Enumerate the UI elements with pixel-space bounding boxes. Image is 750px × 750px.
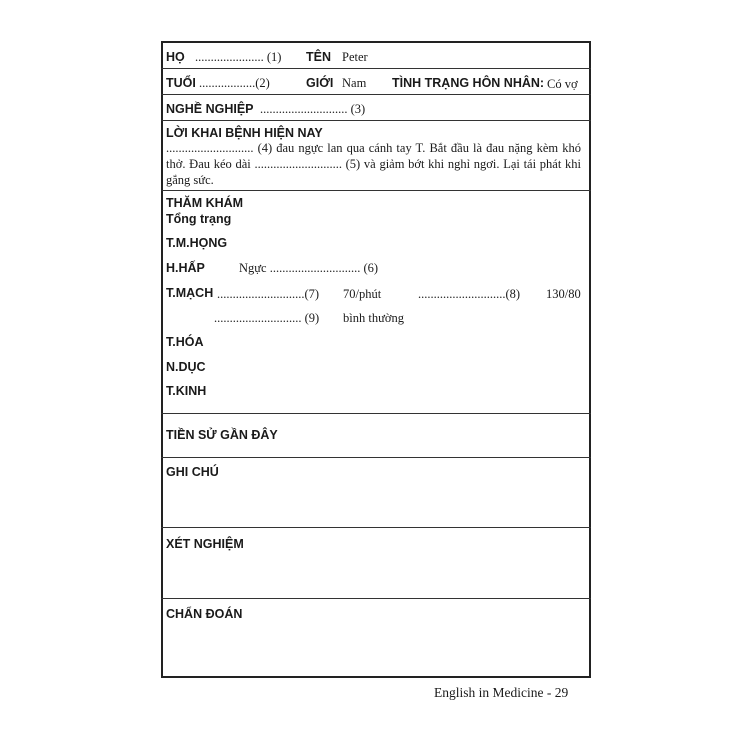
divider bbox=[161, 457, 591, 458]
divider bbox=[161, 120, 591, 121]
loikhai-label: LỜI KHAI BỆNH HIỆN NAY bbox=[166, 126, 323, 140]
page-footer: English in Medicine - 29 bbox=[434, 685, 569, 700]
divider bbox=[161, 527, 591, 528]
ghichu-label: GHI CHÚ bbox=[166, 465, 219, 479]
tmach-value-7: 70/phút bbox=[343, 287, 382, 301]
gioi-value: Nam bbox=[342, 76, 367, 90]
tkinh-label: T.KINH bbox=[166, 384, 207, 398]
ho-label: HỌ bbox=[166, 50, 185, 64]
gioi-label: GIỚI bbox=[306, 76, 334, 90]
thamkham-label: THĂM KHÁM bbox=[166, 196, 244, 210]
divider bbox=[161, 94, 591, 95]
honnhan-label: TÌNH TRẠNG HÔN NHÂN: bbox=[392, 76, 545, 90]
loikhai-text: ............................ (4) đau ngực lan qua cánh tay T. Bắt đầu là đau nặng kèm khó thở. Đau kéo dài ............................ (5) và giảm bớt khi nghỉ ngơi. Lại tái phát khi gắng sức. bbox=[166, 141, 581, 187]
value-9: bình thường bbox=[343, 311, 404, 325]
chandoan-label: CHẨN ĐOÁN bbox=[166, 607, 243, 621]
nduc-label: N.DỤC bbox=[166, 360, 206, 374]
tuoi-label: TUỔI bbox=[166, 76, 196, 90]
divider bbox=[161, 413, 591, 414]
divider bbox=[161, 598, 591, 599]
tuoi-blank: ..................(2) bbox=[199, 76, 270, 90]
divider bbox=[161, 190, 591, 191]
tmach-blank-7: ............................(7) bbox=[217, 287, 320, 301]
xetnghiem-label: XÉT NGHIỆM bbox=[166, 537, 244, 551]
tiensu-label: TIỀN SỬ GẦN ĐÂY bbox=[166, 428, 278, 442]
hhap-label: H.HẤP bbox=[166, 261, 205, 275]
honnhan-value: Có vợ bbox=[547, 77, 578, 91]
thoa-label: T.HÓA bbox=[166, 335, 204, 349]
ten-value: Peter bbox=[342, 50, 368, 64]
tmach-label: T.MẠCH bbox=[166, 286, 214, 300]
nghe-blank: ............................ (3) bbox=[260, 102, 366, 116]
ho-blank: ...................... (1) bbox=[195, 50, 282, 64]
ten-label: TÊN bbox=[306, 50, 331, 64]
tmach-blank-8: ............................(8) bbox=[418, 287, 521, 301]
tmhong-label: T.M.HỌNG bbox=[166, 236, 228, 250]
tmach-value-8: 130/80 bbox=[546, 287, 581, 301]
divider bbox=[161, 68, 591, 69]
hhap-text: Ngực ............................. (6) bbox=[239, 261, 379, 275]
nghe-label: NGHỀ NGHIỆP bbox=[166, 102, 254, 116]
blank-9: ............................ (9) bbox=[214, 311, 320, 325]
tongtrang-label: Tổng trạng bbox=[166, 212, 232, 226]
